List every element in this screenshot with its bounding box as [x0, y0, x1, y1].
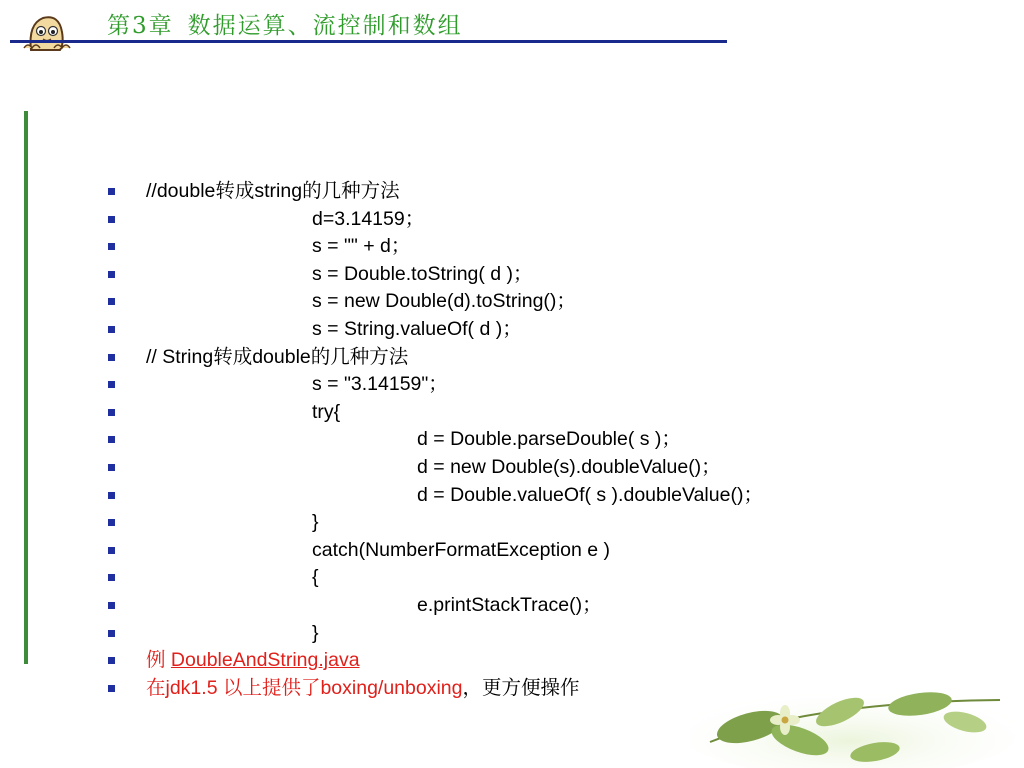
bullet-icon [108, 271, 115, 278]
mascot-logo-icon [10, 10, 80, 58]
bullet-icon [108, 630, 115, 637]
bullet-icon [108, 381, 115, 388]
list-item [108, 426, 1008, 454]
bullet-list [108, 178, 1008, 702]
bullet-icon [108, 547, 115, 554]
code-line: d = Double.valueOf( s ).doubleValue()； [417, 483, 763, 506]
bullet-icon [108, 602, 115, 609]
bullet-icon [108, 298, 115, 305]
code-line: s = String.valueOf( d )； [312, 317, 522, 340]
leaf-decoration-icon [690, 682, 1024, 768]
example-prefix: 例 [146, 649, 171, 672]
chapter-title: 数据运算、流控制和数组 [187, 13, 463, 39]
list-item [108, 288, 1008, 316]
list-item [108, 261, 1008, 289]
code-line: d=3.14159； [312, 207, 425, 230]
list-item [108, 620, 1008, 648]
list-item [108, 233, 1008, 261]
list-item [108, 454, 1008, 482]
comment-line: // String转成double的几种方法 [146, 345, 409, 368]
list-item [108, 482, 1008, 510]
code-line: d = new Double(s).doubleValue()； [417, 455, 721, 478]
bullet-icon [108, 188, 115, 195]
left-accent-bar [24, 111, 28, 664]
list-item [108, 316, 1008, 344]
list-item [108, 399, 1008, 427]
code-line: s = new Double(d).toString()； [312, 290, 576, 313]
bullet-icon [108, 492, 115, 499]
code-line: e.printStackTrace()； [417, 593, 602, 616]
list-item [108, 371, 1008, 399]
bullet-icon [108, 464, 115, 471]
bullet-icon [108, 574, 115, 581]
list-item [108, 206, 1008, 234]
bullet-icon [108, 685, 115, 692]
bullet-icon [108, 216, 115, 223]
bullet-icon [108, 436, 115, 443]
list-item [108, 564, 1008, 592]
bullet-icon [108, 243, 115, 250]
code-line: catch(NumberFormatException e ) [312, 538, 611, 561]
bullet-icon [108, 409, 115, 416]
page-title [107, 7, 463, 40]
code-line: } [312, 511, 319, 534]
note-rest: ，更方便操作 [462, 676, 580, 699]
header-divider [10, 40, 727, 43]
bullet-icon [108, 519, 115, 526]
code-line: } [312, 621, 319, 644]
list-item [108, 509, 1008, 537]
bullet-icon [108, 657, 115, 664]
code-line: s = "" + d； [312, 235, 411, 258]
code-line: s = Double.toString( d )； [312, 262, 533, 285]
list-item [108, 344, 1008, 372]
list-item [108, 537, 1008, 565]
code-line: d = Double.parseDouble( s )； [417, 428, 681, 451]
code-line: { [312, 566, 319, 589]
example-item [108, 647, 1008, 675]
bullet-icon [108, 326, 115, 333]
example-text [146, 647, 360, 675]
list-item [108, 178, 1008, 206]
code-line: s = "3.14159"； [312, 373, 448, 396]
note-highlight: 在jdk1.5 以上提供了boxing/unboxing [146, 676, 463, 699]
note-text [146, 675, 580, 703]
bullet-icon [108, 354, 115, 361]
code-line: try{ [312, 400, 341, 423]
comment-line: //double转成string的几种方法 [146, 180, 400, 202]
example-file-link[interactable]: DoubleAndString.java [170, 649, 360, 672]
list-item [108, 592, 1008, 620]
chapter-label: 第3章 [107, 13, 174, 39]
